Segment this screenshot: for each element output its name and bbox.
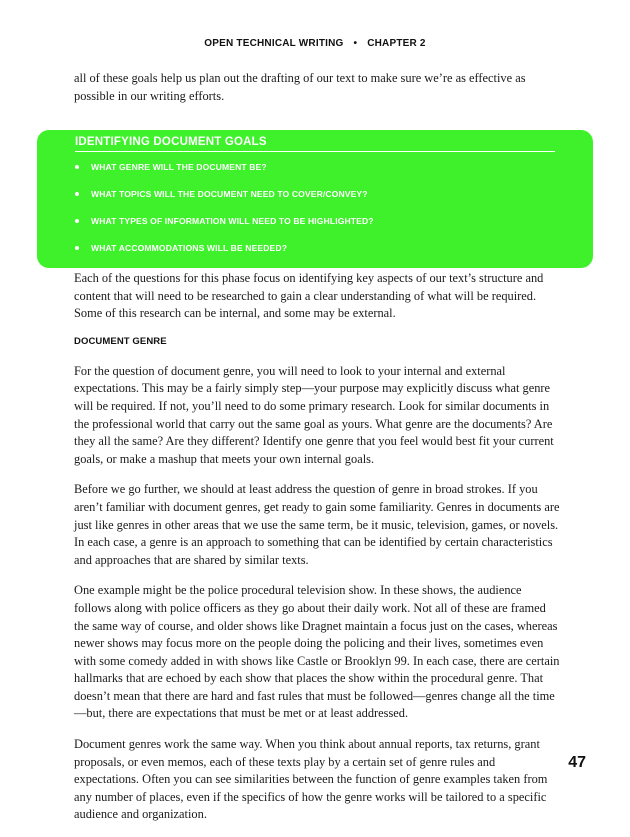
list-item [75,243,374,270]
bullet-icon [75,192,79,196]
list-item-text: WHAT TOPICS WILL THE DOCUMENT NEED TO COVER/CONVEY? [91,189,368,199]
main-text [74,270,560,837]
body-paragraph: Before we go further, we should at least address the question of genre in broad strokes. If you aren’t familiar with document genres, get ready to gain some familiarity. Genres in documents are just like genres in other areas that we use the same term, be it music, television, games, or novels. In each case, a genre is an approach to something that can be identified by certain characteristics and approaches that are shared by similar texts. [74,482,560,567]
header-chapter: CHAPTER 2 [367,38,426,49]
intro-paragraph: all of these goals help us plan out the drafting of our text to make sure we’re as effective as possible in our writing efforts. [74,71,526,103]
list-item [75,162,374,189]
bullet-icon [75,165,79,169]
callout-title: IDENTIFYING DOCUMENT GOALS [75,136,555,152]
list-item [75,216,374,243]
header-separator: • [353,38,358,49]
header-book-title: OPEN TECHNICAL WRITING [204,38,344,49]
bullet-icon [75,219,79,223]
list-item [75,189,374,216]
section-heading: DOCUMENT GENRE [74,335,167,347]
list-item-text: WHAT TYPES OF INFORMATION WILL NEED TO BE HIGHLIGHTED? [91,216,374,226]
body-paragraph: One example might be the police procedural television show. In these shows, the audience follows along with police officers as they go about their daily work. Not all of these are framed the same way of course, and older shows like Dragnet maintain a focus just on the cases, whereas newer shows may focus more on the people doing the policing and their lives, sometimes even with some comedy added in with shows like Castle or Brooklyn 99. In each case, there are certain hallmarks that are echoed by each show that places the show within the procedural genre. That doesn’t mean that there are hard and fast rules that must be followed—genres change all the time—but, there are expectations that must be met or at least addressed. [74,583,560,721]
bullet-icon [75,246,79,250]
document-goals-callout [37,130,593,268]
goals-list [75,162,374,270]
body-paragraph: For the question of document genre, you will need to look to your internal and external expectations. This may be a fairly simply step—your purpose may explicitly discuss what genre will be required. If not, you’ll need to do some primary research. Look for similar documents in the professional world that carry out the same goal as yours. What genre are the documents? Are they all the same? Are they different? Identify one genre that you feel would best fit your current goals, or make a mashup that meets your own internal goals. [74,363,554,466]
intro-block [74,70,560,105]
body-paragraph: Document genres work the same way. When you think about annual reports, tax returns, grant proposals, or even memos, each of these texts play by a certain set of genre rules and expectations. Often you can see similarities between the function of genre examples taken from any number of places, even if the specifics of how the genre works will be tailored to a specific audience and organization. [74,737,548,822]
body-paragraph: Each of the questions for this phase focus on identifying key aspects of our text’s structure and content that will need to be researched to gain a clear understanding of what will be required. Some of this research can be internal, and some may be external. [74,271,544,321]
list-item-text: WHAT GENRE WILL THE DOCUMENT BE? [91,162,267,172]
page-number: 47 [568,754,586,771]
running-header [0,38,630,49]
list-item-text: WHAT ACCOMMODATIONS WILL BE NEEDED? [91,243,288,253]
